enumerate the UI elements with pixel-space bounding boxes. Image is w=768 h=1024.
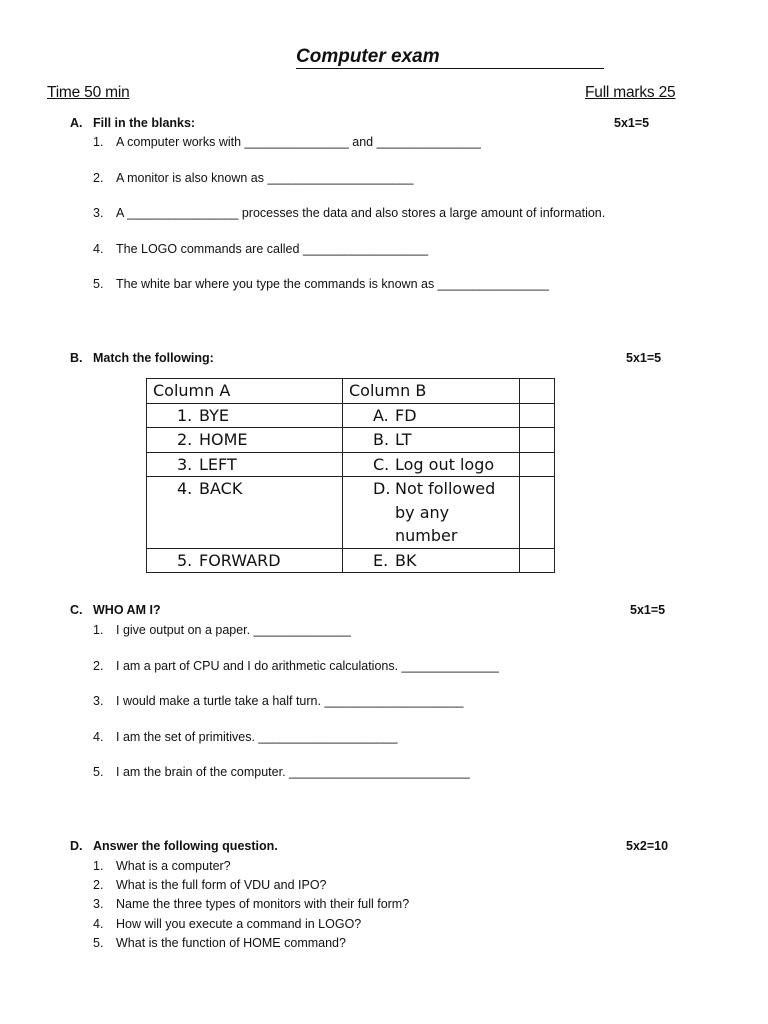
item-number: 1.: [93, 623, 104, 637]
list-item: [93, 171, 413, 185]
item-text: I am the set of primitives. ____________________: [116, 730, 398, 744]
list-item: [93, 135, 481, 149]
col-a-text: FORWARD: [199, 550, 281, 570]
section-d-heading: [70, 839, 278, 853]
column-a-header: Column A: [147, 379, 343, 404]
item-number: 3.: [93, 897, 104, 911]
section-d-marks: 5x2=10: [626, 839, 669, 853]
list-item: [93, 917, 361, 931]
item-text: A ________________ processes the data and also stores a large amount of information.: [116, 206, 606, 220]
col-b-letter: C.: [373, 454, 390, 474]
section-letter: D.: [70, 839, 83, 853]
answer-cell: [520, 477, 555, 549]
list-item: [93, 206, 605, 220]
list-item: [93, 730, 397, 744]
item-text: I give output on a paper. ______________: [116, 623, 351, 637]
col-b-text: FD: [395, 405, 417, 425]
item-number: 3.: [93, 206, 104, 220]
col-b-letter: B.: [373, 430, 390, 449]
list-item: [93, 897, 409, 911]
answer-cell: [520, 403, 555, 428]
item-text: Name the three types of monitors with their full form?: [116, 897, 410, 911]
section-c-heading: [70, 603, 161, 617]
col-a-number: 3.: [177, 454, 193, 474]
item-text: What is the full form of VDU and IPO?: [116, 878, 327, 892]
item-number: 4.: [93, 917, 104, 931]
item-text: What is the function of HOME command?: [116, 936, 346, 950]
item-number: 3.: [93, 694, 104, 708]
col-b-text: Log out logo: [395, 454, 495, 474]
col-a-number: 1.: [177, 405, 193, 425]
table-row: [147, 403, 555, 428]
item-text: I would make a turtle take a half turn. ____________________: [116, 694, 464, 708]
section-c-marks: 5x1=5: [630, 603, 666, 617]
page-title: Computer exam: [296, 46, 604, 69]
section-title: Answer the following question.: [93, 839, 278, 853]
table-row: [147, 477, 555, 549]
list-item: [93, 694, 463, 708]
item-number: 4.: [93, 730, 104, 744]
table-row: [147, 452, 555, 477]
col-b-letter: E.: [373, 550, 389, 570]
answer-cell: [520, 548, 555, 573]
list-item: [93, 277, 549, 291]
answer-cell: [520, 452, 555, 477]
section-letter: A.: [70, 116, 83, 130]
section-letter: B.: [70, 351, 83, 365]
table-row: [147, 428, 555, 453]
item-number: 2.: [93, 878, 104, 892]
item-number: 4.: [93, 242, 104, 256]
item-text: What is a computer?: [116, 859, 231, 873]
section-b-heading: [70, 351, 214, 365]
col-a-text: LEFT: [199, 454, 237, 474]
item-number: 5.: [93, 765, 104, 779]
col-a-number: 2.: [177, 430, 193, 449]
item-number: 2.: [93, 659, 104, 673]
section-a-heading: [70, 116, 195, 130]
col-a-number: 4.: [177, 479, 193, 498]
item-text: The white bar where you type the commands is known as ________________: [116, 277, 549, 291]
col-a-text: BYE: [199, 405, 229, 425]
section-title: WHO AM I?: [93, 603, 161, 617]
column-b-header: Column B: [343, 379, 520, 404]
item-text: I am a part of CPU and I do arithmetic calculations. ______________: [116, 659, 499, 673]
item-text: The LOGO commands are called __________________: [116, 242, 429, 256]
item-number: 1.: [93, 135, 104, 149]
col-b-text: LT: [395, 430, 412, 449]
answer-cell: [520, 428, 555, 453]
item-text: A computer works with _______________ and _______________: [116, 135, 481, 149]
col-a-text: BACK: [199, 479, 243, 498]
item-number: 2.: [93, 171, 104, 185]
section-b-marks: 5x1=5: [626, 351, 662, 365]
list-item: [93, 936, 346, 950]
item-text: How will you execute a command in LOGO?: [116, 917, 362, 931]
col-a-text: HOME: [199, 430, 248, 449]
col-b-letter: D.: [373, 479, 391, 498]
item-text: A monitor is also known as _____________________: [116, 171, 414, 185]
answer-cell: [520, 379, 555, 404]
list-item: [93, 859, 231, 873]
section-a-marks: 5x1=5: [614, 116, 650, 130]
list-item: [93, 242, 428, 256]
table-header-row: [147, 379, 555, 404]
col-a-number: 5.: [177, 550, 193, 570]
time-allowed: Time 50 min: [47, 84, 130, 101]
list-item: [93, 623, 351, 637]
list-item: [93, 878, 327, 892]
section-letter: C.: [70, 603, 83, 617]
col-b-text: BK: [395, 550, 417, 570]
item-number: 5.: [93, 936, 104, 950]
item-number: 1.: [93, 859, 104, 873]
section-title: Match the following:: [93, 351, 214, 365]
full-marks: Full marks 25: [585, 84, 676, 101]
col-b-letter: A.: [373, 405, 389, 425]
match-table: [146, 378, 555, 573]
col-b-text: Not followed by any number: [395, 479, 496, 545]
item-number: 5.: [93, 277, 104, 291]
section-title: Fill in the blanks:: [93, 116, 196, 130]
table-row: [147, 548, 555, 573]
list-item: [93, 765, 470, 779]
item-text: I am the brain of the computer. __________________________: [116, 765, 470, 779]
list-item: [93, 659, 499, 673]
